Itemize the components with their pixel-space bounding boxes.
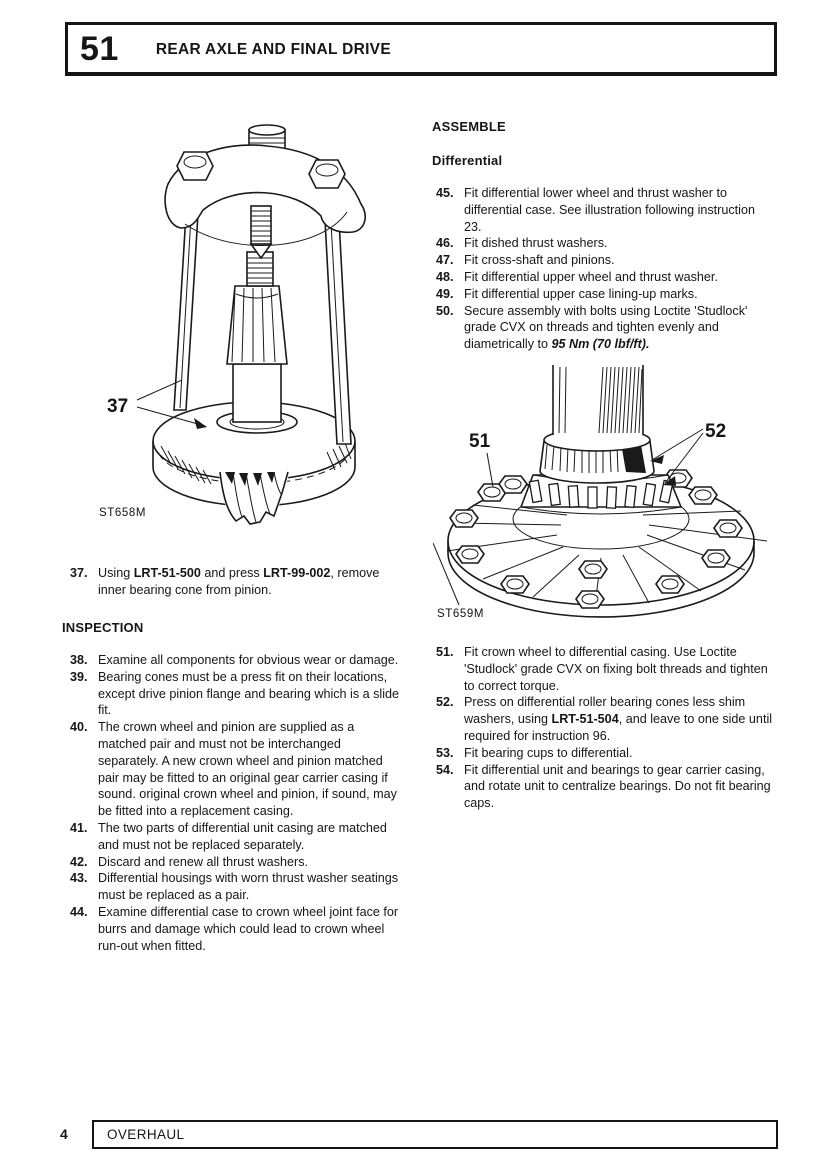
step-list-assemble-51-54 (436, 644, 774, 812)
step-number: 51. (436, 645, 454, 659)
step-item (436, 303, 774, 353)
page-number: 4 (60, 1126, 68, 1142)
step-list-inspection (70, 652, 405, 954)
step-text: Fit differential unit and bearings to gear carrier casing, and rotate unit to centralize bearings. Do not fit bearing caps. (464, 762, 771, 811)
step-number: 46. (436, 236, 454, 251)
step-number: 44. (70, 904, 88, 919)
step-text: Examine differential case to crown wheel joint face for burrs and damage which could lead to crown wheel run-out when fitted. (98, 904, 399, 953)
figure-st659m (433, 365, 803, 627)
step-number: 54. (436, 762, 454, 777)
step-number: 49. (436, 286, 454, 301)
step-item (70, 904, 405, 954)
puller-tool-drawing (85, 112, 385, 547)
step-item (436, 286, 774, 303)
step-text: Fit differential upper wheel and thrust washer. (464, 269, 718, 284)
step-number: 41. (70, 820, 88, 835)
step-text: Discard and renew all thrust washers. (98, 854, 308, 869)
assemble-heading: ASSEMBLE (432, 119, 506, 134)
step-text: Using LRT-51-500 and press LRT-99-002, remove inner bearing cone from pinion. (98, 566, 380, 597)
step-item (70, 870, 405, 904)
step-text: Examine all components for obvious wear or damage. (98, 653, 399, 667)
page-footer (92, 1120, 778, 1149)
step-item (70, 669, 405, 719)
step-number: 50. (436, 303, 454, 318)
step-number: 43. (70, 871, 88, 886)
step-item (436, 185, 774, 235)
step-item (70, 565, 405, 599)
step-item (70, 719, 405, 820)
step-number: 48. (436, 269, 454, 284)
figure-label-37: 37 (107, 396, 129, 417)
step-number: 38. (70, 653, 88, 667)
step-number: 53. (436, 745, 454, 760)
step-number: 40. (70, 720, 88, 735)
figure-caption: ST658M (99, 507, 147, 519)
step-item (436, 745, 774, 762)
bearing-cone-collar (540, 429, 654, 483)
figure-label-52: 52 (705, 421, 727, 442)
figure-caption: ST659M (437, 608, 485, 620)
step-number: 37. (70, 566, 88, 580)
figure-callout-51 (469, 431, 493, 487)
step-text: The crown wheel and pinion are supplied as a matched pair and must not be interchanged separately. A new crown wheel and pinion matched pair may be fitted to an original gear carrier casing if sound. original crown wheel and pinion, if sound, may be fitted into a replacement casing. (98, 720, 397, 819)
section-number: 51 (80, 29, 119, 68)
figure-st658m (85, 112, 385, 547)
step-item (436, 252, 774, 269)
step-item (70, 652, 405, 669)
step-item (436, 235, 774, 252)
step-item (70, 820, 405, 854)
step-text: Bearing cones must be a press fit on their locations, except drive pinion flange and bearing which is a slide fit. (98, 669, 400, 718)
step-number: 47. (436, 253, 454, 268)
step-text: Press on differential roller bearing cones less shim washers, using LRT-51-504, and leave to one side until required for instruction 96. (464, 695, 773, 743)
step-item (436, 644, 774, 694)
step-text: Differential housings with worn thrust washer seatings must be replaced as a pair. (98, 871, 399, 903)
step-text: Fit crown wheel to differential casing. Use Loctite 'Studlock' grade CVX on fixing bolt threads and tighten to correct torque. (464, 645, 768, 693)
pinion-shaft (227, 286, 287, 422)
differential-subheading: Differential (432, 153, 503, 168)
footer-section-label: OVERHAUL (107, 1127, 185, 1142)
step-list-assemble-45-50 (436, 185, 774, 353)
step-item (70, 854, 405, 871)
step-text: Fit bearing cups to differential. (464, 745, 633, 760)
step-number: 42. (70, 854, 88, 869)
inspection-heading: INSPECTION (62, 620, 144, 635)
differential-shaft (553, 365, 643, 435)
step-item (436, 762, 774, 812)
page-title: REAR AXLE AND FINAL DRIVE (155, 40, 391, 58)
page-header (65, 22, 777, 76)
step-number: 39. (70, 669, 88, 684)
figure-label-51: 51 (469, 431, 491, 452)
pinion-gear-teeth (218, 470, 290, 526)
step-text: Fit differential upper case lining-up marks. (464, 286, 698, 301)
step-number: 52. (436, 695, 454, 710)
differential-drawing (433, 365, 803, 627)
step-number: 45. (436, 186, 454, 200)
step-item (436, 269, 774, 286)
step-item (436, 694, 774, 744)
step-text: Fit differential lower wheel and thrust washer to differential case. See illustration following instruction 23. (464, 186, 755, 234)
step-text: Fit cross-shaft and pinions. (464, 253, 615, 268)
step-text: The two parts of differential unit casing are matched and must not be replaced separately. (98, 820, 387, 852)
step-text: Fit dished thrust washers. (464, 236, 608, 251)
step-text: Secure assembly with bolts using Loctite 'Studlock' grade CVX on threads and tighten evenly and diametrically to 95 Nm (70 lbf/ft). (464, 303, 748, 352)
step-list-37 (70, 565, 405, 599)
